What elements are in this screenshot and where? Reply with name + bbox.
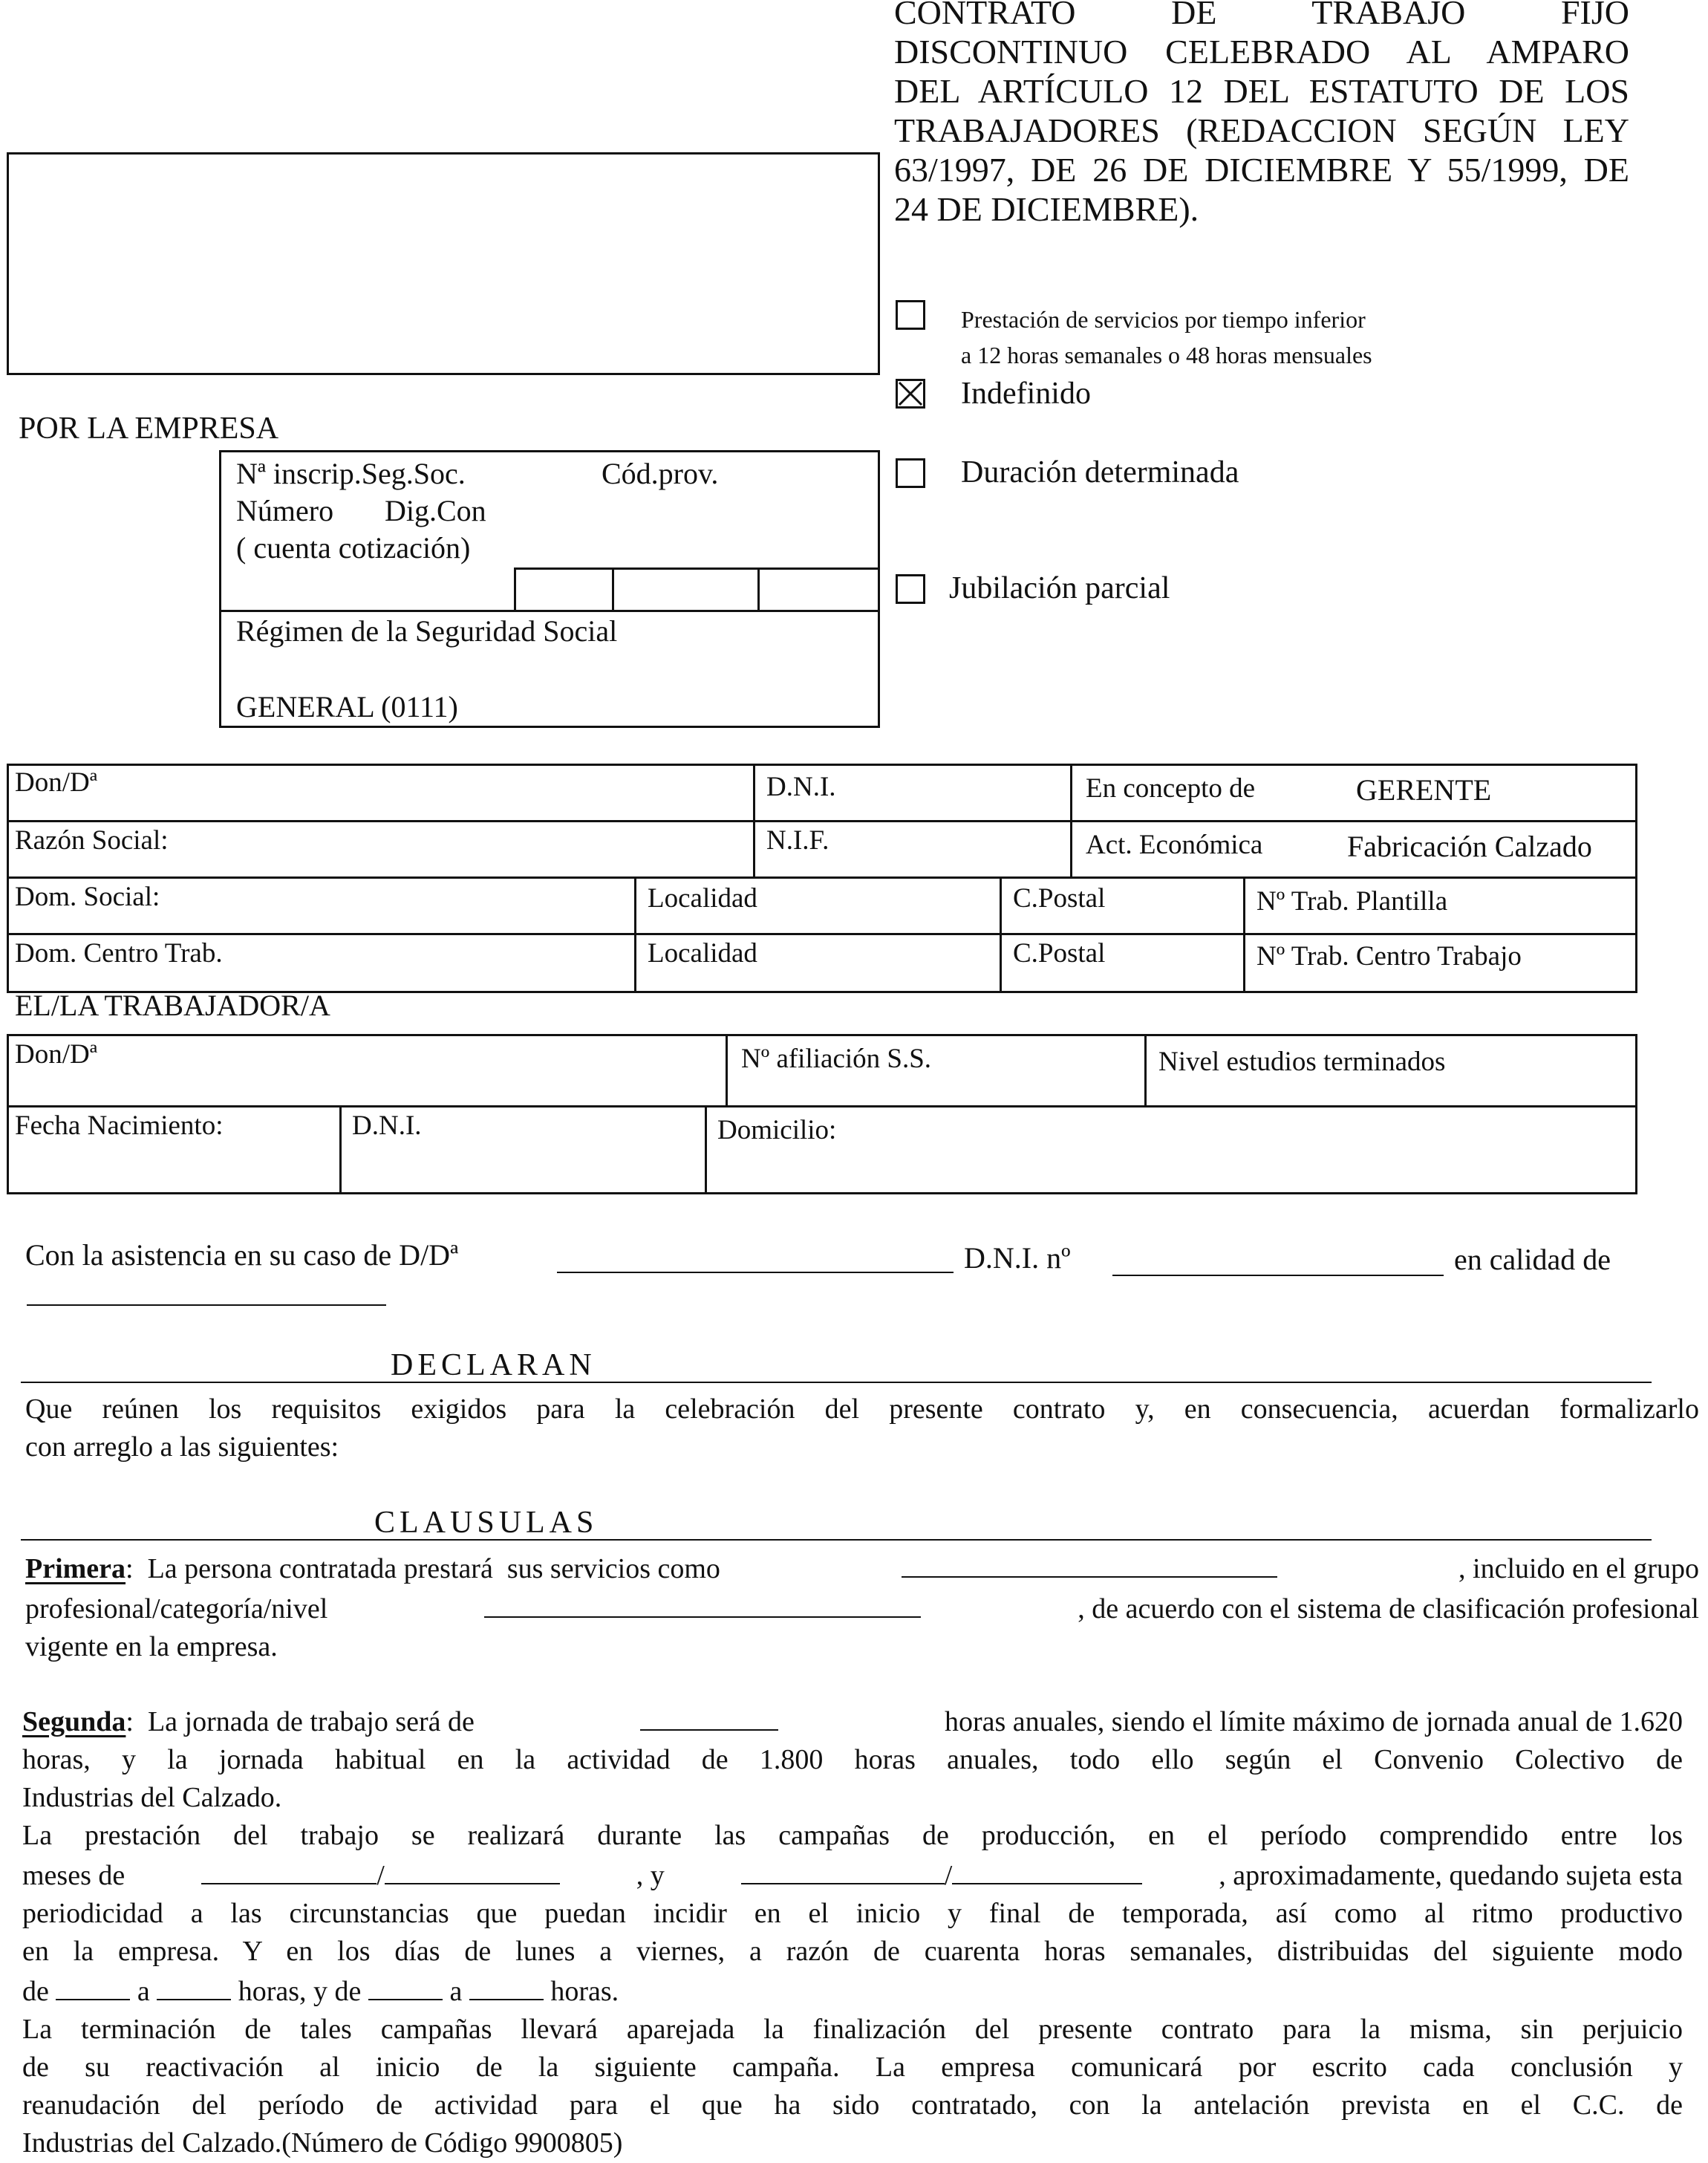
regimen-label: Régimen de la Seguridad Social [236, 614, 618, 648]
account-cell-numero[interactable] [612, 567, 760, 612]
checked-x-icon [898, 381, 923, 406]
hora-desde-2-blank[interactable] [368, 1971, 443, 2000]
empresa-heading: POR LA EMPRESA [19, 412, 279, 446]
nivel-estudios-label: Nivel estudios terminados [1158, 1047, 1446, 1077]
mes-inicio-blank-2[interactable] [385, 1855, 560, 1884]
title-line: DEL ARTÍCULO 12 DEL ESTATUTO DE LOS [894, 72, 1629, 110]
empresa-dni-label: D.N.I. [766, 772, 836, 802]
contract-title [894, 0, 1629, 229]
option-checkbox-jubilacion[interactable] [896, 574, 925, 604]
horas-anuales-blank[interactable] [640, 1701, 778, 1731]
asistencia-dni-label: D.N.I. nº [964, 1241, 1071, 1275]
razon-social-label: Razón Social: [15, 825, 169, 856]
afiliacion-label: Nº afiliación S.S. [741, 1044, 932, 1074]
asistencia-name-blank[interactable] [557, 1272, 954, 1273]
concepto-value: GERENTE [1356, 773, 1492, 807]
clausulas-heading: CLAUSULAS [374, 1506, 599, 1540]
act-economica-label: Act. Económica [1086, 830, 1263, 860]
clausula-primera: Primera: La persona contratada prestará sus servicios como , incluido en el grupo profesional/categoría/nivel , de acuerdo con el sistema de clasificación profesional vigente en la empresa. [25, 1548, 1699, 1666]
hora-hasta-2-blank[interactable] [469, 1971, 544, 2000]
title-line: TRABAJADORES (REDACCION SEGÚN LEY [894, 111, 1629, 149]
regimen-value: GENERAL (0111) [236, 690, 458, 723]
cpostal-label: C.Postal [1013, 938, 1106, 969]
option-checkbox-indefinido[interactable] [896, 379, 925, 409]
segunda-label: Segunda [22, 1706, 126, 1737]
company-stamp-box[interactable] [7, 152, 880, 375]
option-label-duracion: Duración determinada [961, 455, 1239, 489]
nif-label: N.I.F. [766, 825, 829, 856]
fecha-nacimiento-label: Fecha Nacimiento: [15, 1110, 224, 1141]
trabajador-don-label: Don/Dª [15, 1039, 97, 1070]
option-label-jubilacion: Jubilación parcial [949, 571, 1170, 605]
cuenta-label: ( cuenta cotización) [236, 531, 471, 565]
option-checkbox-duracion[interactable] [896, 458, 925, 488]
asistencia-dni-blank[interactable] [1112, 1275, 1444, 1276]
trab-plantilla-label: Nº Trab. Plantilla [1256, 886, 1448, 917]
account-cell-dig[interactable] [757, 567, 880, 612]
empresa-don-label: Don/Dª [15, 767, 97, 798]
numero-label: Número [236, 494, 334, 527]
mes-fin-blank-2[interactable] [952, 1855, 1142, 1884]
option-label-part-time-2: a 12 horas semanales o 48 horas mensuales [961, 342, 1372, 368]
trabajador-heading: EL/LA TRABAJADOR/A [15, 989, 330, 1022]
cod-prov-label: Cód.prov. [602, 457, 719, 490]
mes-fin-blank[interactable] [741, 1855, 945, 1884]
dom-centro-label: Dom. Centro Trab. [15, 938, 223, 969]
option-label-indefinido: Indefinido [961, 377, 1091, 411]
localidad-label: Localidad [648, 883, 757, 914]
account-cell-prov[interactable] [514, 567, 614, 612]
hora-hasta-blank[interactable] [157, 1971, 231, 2000]
inscrip-label: Nª inscrip.Seg.Soc. [236, 457, 466, 490]
title-line: CONTRATO DE TRABAJO FIJO [894, 0, 1629, 31]
localidad-label: Localidad [648, 938, 757, 969]
concepto-label: En concepto de [1086, 773, 1256, 804]
cpostal-label: C.Postal [1013, 883, 1106, 914]
clausula-segunda: Segunda: La jornada de trabajo será de horas anuales, siendo el límite máximo de jornada anual de 1.620 horas, y la jornada habitual en la actividad de 1.800 horas anuales, todo ello según el Convenio Colectivo de Industrias del Calzado. La prestación del trabajo se realizará durante las campañas de producción, en el período comprendido entre los meses de / , y / , aproximadamente, quedando sujeta esta periodicidad a las circunstancias que puedan incidir en el inicio y final de temporada, así como al ritmo productivo en la empresa. Y en los días de lunes a viernes, a razón de cuarenta horas semanales, distribuidas del siguiente modo de a horas, y de a horas. La terminación de tales campañas llevará aparejada la finalización del presente contrato para la misma, sin perjuicio de su reactivación al inicio de la siguiente campaña. La empresa comunicará por escrito cada conclusión y reanudación del período de actividad para el que ha sido contratado, con la antelación prevista en el C.C. de Industrias del Calzado.(Número de Código 9900805) [22, 1701, 1683, 2162]
declaran-heading: DECLARAN [391, 1348, 596, 1382]
option-checkbox-part-time[interactable] [896, 300, 925, 330]
title-line: 63/1997, DE 26 DE DICIEMBRE Y 55/1999, DE [894, 151, 1629, 189]
title-line: DISCONTINUO CELEBRADO AL AMPARO [894, 33, 1629, 71]
dig-con-label: Dig.Con [385, 494, 486, 527]
trabajador-dni-label: D.N.I. [352, 1110, 422, 1141]
categoria-blank[interactable] [484, 1588, 921, 1618]
option-label-part-time: Prestación de servicios por tiempo inferior [961, 306, 1366, 333]
declaran-text: Que reúnen los requisitos exigidos para la celebración del presente contrato y, en consecuencia, acuerdan formalizarlo con arreglo a las siguientes: [25, 1393, 1699, 1463]
act-economica-value: Fabricación Calzado [1347, 830, 1592, 863]
trab-centro-label: Nº Trab. Centro Trabajo [1256, 941, 1522, 972]
domicilio-label: Domicilio: [717, 1115, 837, 1145]
asistencia-calidad-blank[interactable] [27, 1304, 386, 1306]
servicios-blank[interactable] [902, 1548, 1277, 1578]
hora-desde-blank[interactable] [56, 1971, 130, 2000]
primera-label: Primera [25, 1553, 126, 1584]
asistencia-calidad-label: en calidad de [1454, 1243, 1611, 1276]
asistencia-label: Con la asistencia en su caso de D/Dª [25, 1238, 459, 1272]
dom-social-label: Dom. Social: [15, 882, 160, 912]
mes-inicio-blank[interactable] [201, 1855, 377, 1884]
title-line: 24 DE DICIEMBRE). [894, 190, 1199, 228]
